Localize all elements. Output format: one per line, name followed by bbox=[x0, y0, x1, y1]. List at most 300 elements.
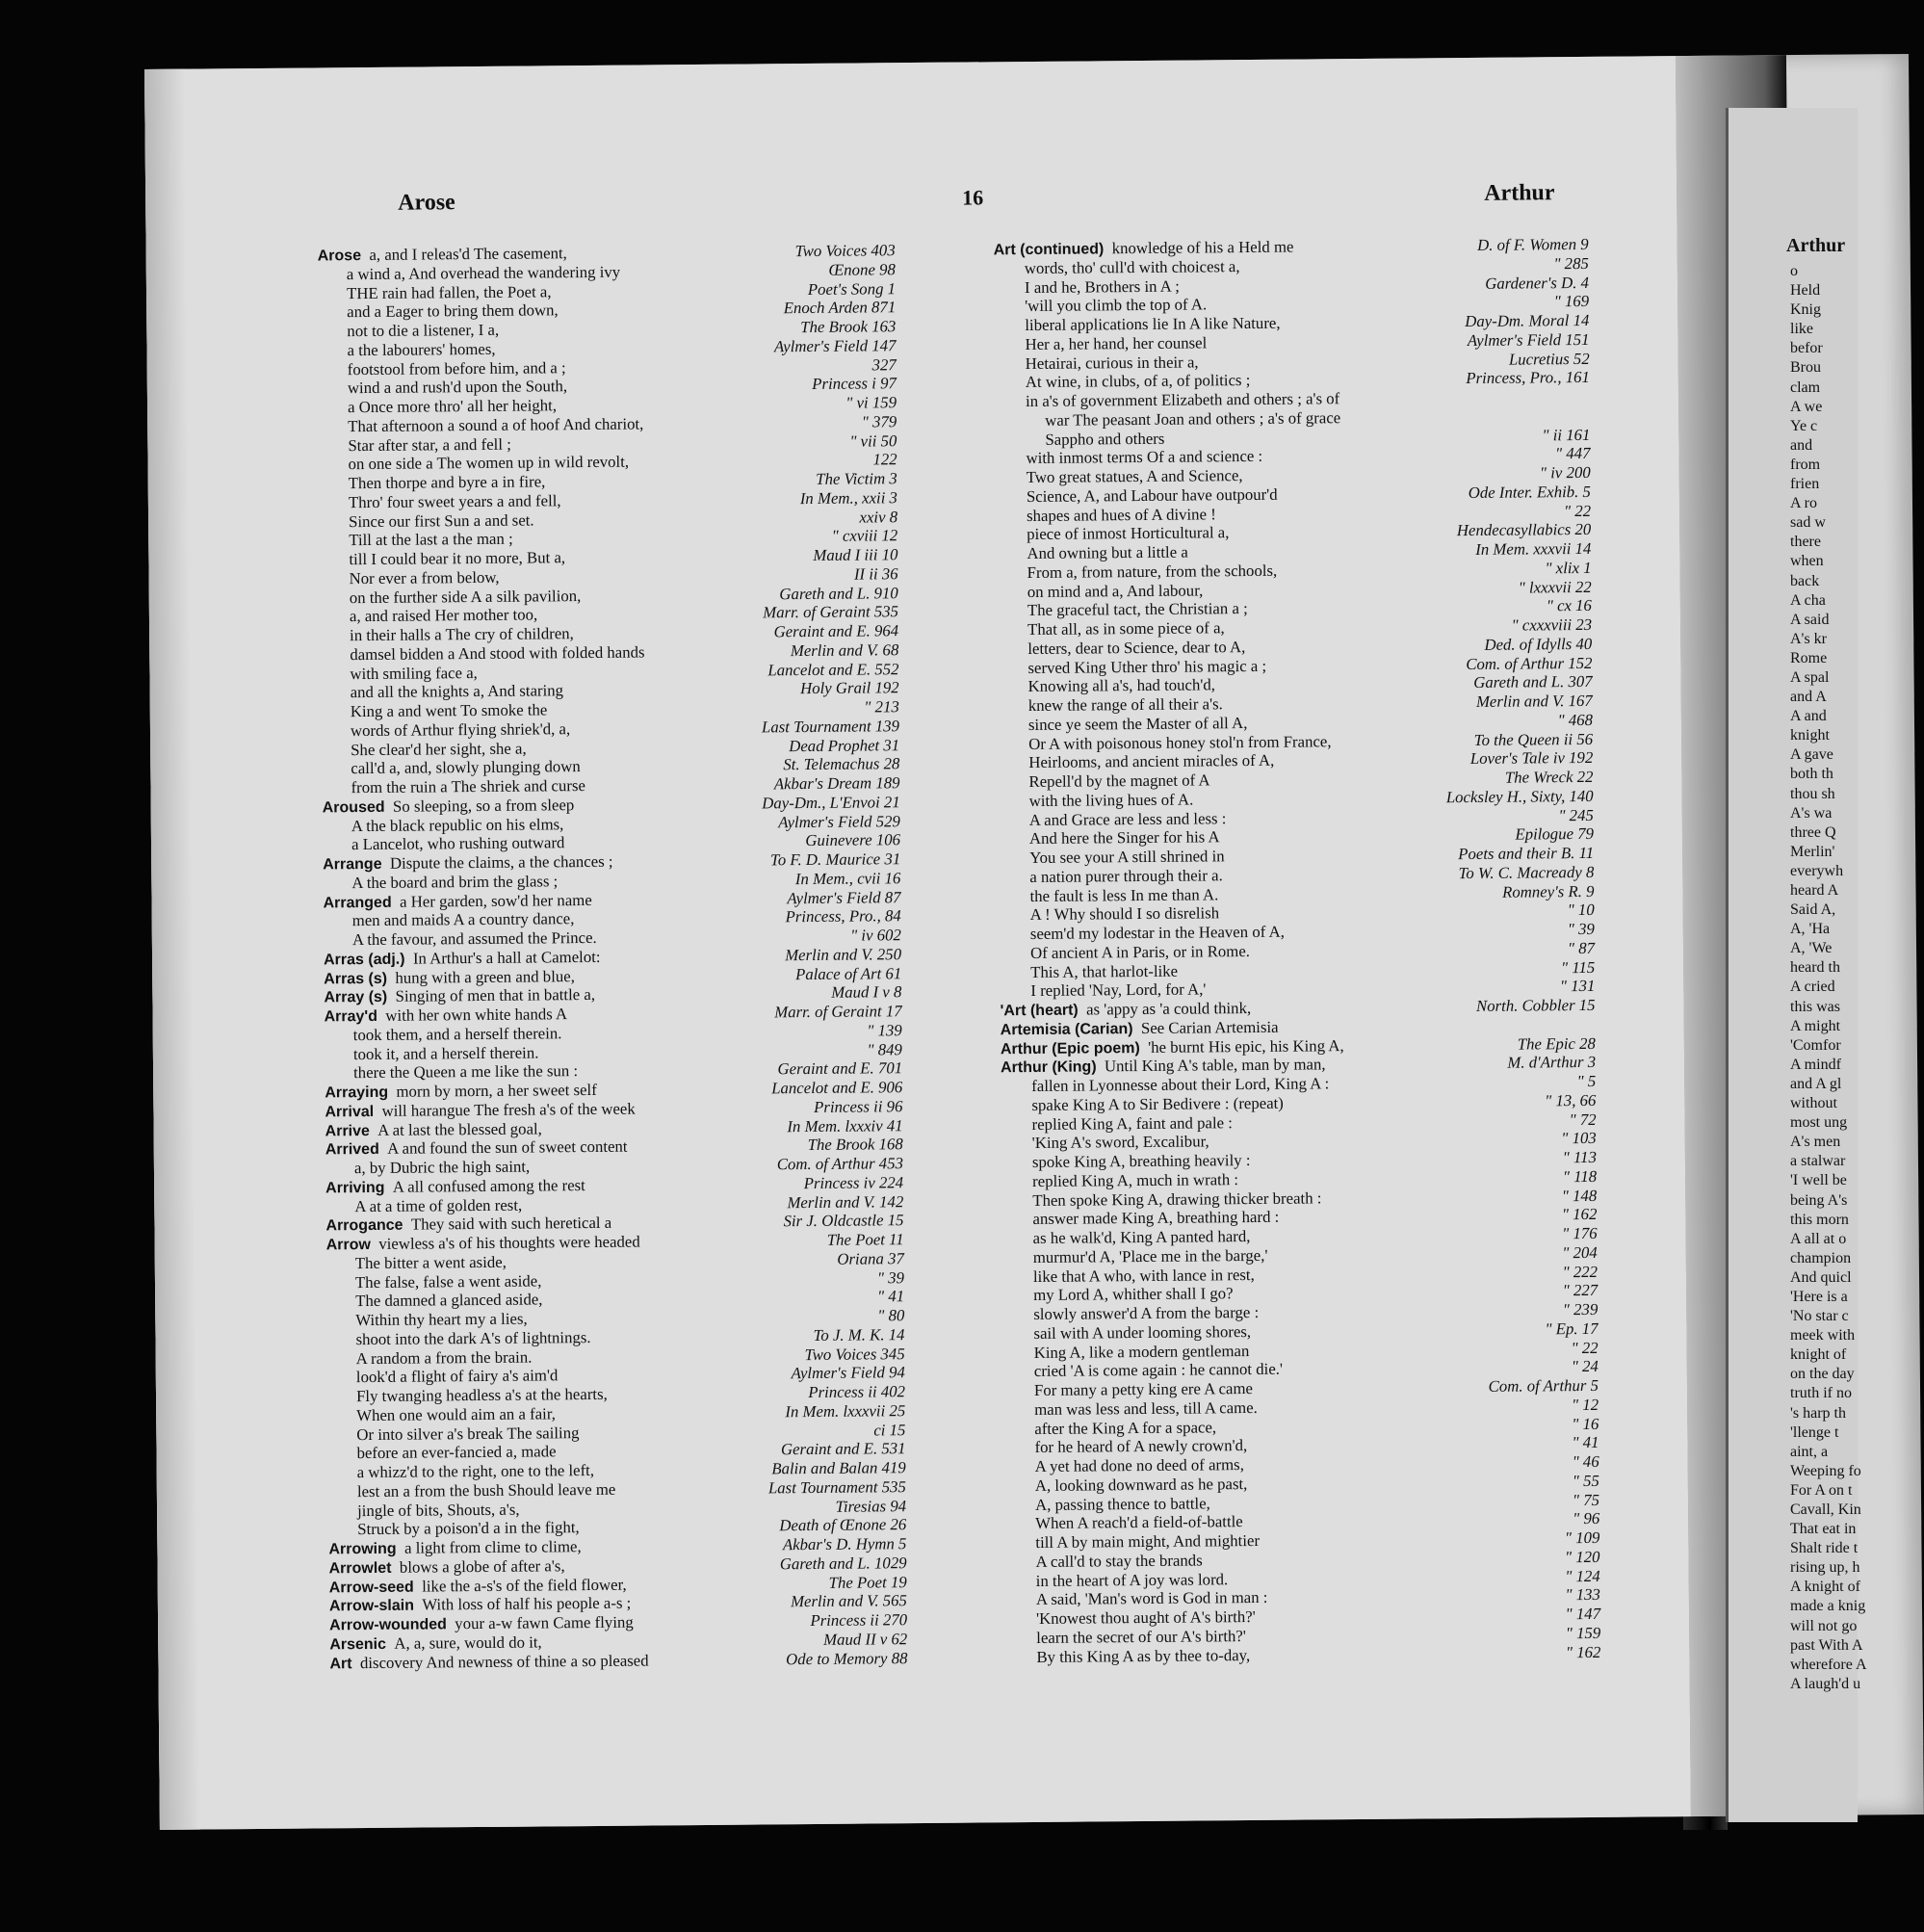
source-reference: II ii 36 bbox=[853, 563, 898, 584]
source-reference: Aylmer's Field 87 bbox=[787, 887, 901, 907]
next-page-line: 's harp th bbox=[1790, 1404, 1846, 1422]
next-page-line: A knight of bbox=[1790, 1579, 1860, 1596]
next-page-line: both th bbox=[1790, 766, 1833, 783]
quotation: in their halls a The cry of children, bbox=[350, 624, 574, 645]
source-reference: To the Queen ii 56 bbox=[1473, 729, 1594, 749]
source-reference: Com. of Arthur 453 bbox=[776, 1154, 904, 1174]
next-page-line: truth if no bbox=[1790, 1385, 1852, 1402]
quotation: When A reach'd a field-of-battle bbox=[1035, 1512, 1243, 1533]
headword: Arrival bbox=[325, 1103, 375, 1121]
source-reference: The Poet 19 bbox=[828, 1572, 907, 1592]
quotation: took them, and a herself therein. bbox=[352, 1024, 562, 1044]
source-reference: " 5 bbox=[1576, 1071, 1597, 1091]
quotation: as he walk'd, King A panted hard, bbox=[1032, 1227, 1251, 1247]
next-page-line: will not go bbox=[1790, 1617, 1858, 1634]
source-reference: " 46 bbox=[1572, 1451, 1599, 1472]
headword: Arrow bbox=[325, 1236, 371, 1254]
quotation: That afternoon a sound a of hoof And chariot, bbox=[348, 414, 644, 435]
source-reference: " 118 bbox=[1562, 1166, 1598, 1186]
quotation: and all the knights a, And staring bbox=[350, 681, 564, 702]
quotation: as 'appy as 'a could think, bbox=[1086, 999, 1252, 1019]
source-reference: Death of Œnone 26 bbox=[779, 1515, 907, 1535]
source-reference: Day-Dm. Moral 14 bbox=[1465, 310, 1590, 331]
quotation: replied King A, much in wrath : bbox=[1032, 1169, 1239, 1190]
source-reference: Guinevere 106 bbox=[805, 830, 901, 850]
quotation: They said with such heretical a bbox=[410, 1214, 612, 1234]
source-reference: " 115 bbox=[1560, 957, 1596, 977]
source-reference: " 133 bbox=[1565, 1585, 1600, 1605]
quotation: after the King A for a space, bbox=[1034, 1417, 1217, 1438]
source-reference: Princess i 97 bbox=[812, 374, 897, 394]
running-head-left: Arose bbox=[398, 190, 455, 216]
quotation: Thro' four sweet years a and fell, bbox=[348, 490, 561, 511]
next-page-line: A's wa bbox=[1790, 804, 1833, 822]
source-reference: In Mem. xxxvii 14 bbox=[1475, 538, 1592, 559]
source-reference: Merlin and V. 142 bbox=[787, 1191, 904, 1212]
next-page-line: A might bbox=[1790, 1017, 1841, 1034]
next-page-line: Held bbox=[1790, 282, 1821, 300]
quotation: A, passing thence to battle, bbox=[1034, 1493, 1210, 1514]
quotation: In Arthur's a hall at Camelot: bbox=[412, 947, 601, 968]
source-reference: Geraint and E. 964 bbox=[773, 621, 899, 641]
quotation: By this King A as by thee to-day, bbox=[1036, 1645, 1251, 1666]
next-page-line: A cried bbox=[1790, 979, 1835, 996]
source-reference: Lucretius 52 bbox=[1508, 349, 1590, 369]
source-reference: Enoch Arden 871 bbox=[783, 298, 897, 318]
quotation: learn the secret of our A's birth?' bbox=[1036, 1626, 1246, 1647]
source-reference: " 87 bbox=[1567, 938, 1596, 957]
quotation: Until King A's table, man by man, bbox=[1104, 1055, 1326, 1076]
headword: Arrowlet bbox=[328, 1559, 392, 1578]
quotation: And owning but a little a bbox=[1027, 542, 1188, 563]
quotation: liberal applications lie In A like Nature, bbox=[1025, 313, 1281, 335]
source-reference: " 148 bbox=[1561, 1186, 1598, 1205]
source-reference: " 124 bbox=[1565, 1566, 1600, 1585]
source-reference: " 39 bbox=[876, 1267, 905, 1287]
source-reference: Epilogue 79 bbox=[1515, 824, 1595, 844]
source-reference: In Mem. lxxxiv 41 bbox=[787, 1115, 903, 1136]
source-reference: " 80 bbox=[877, 1306, 905, 1325]
quotation: So sleeping, so a from sleep bbox=[392, 795, 575, 816]
quotation: knowledge of his a Held me bbox=[1111, 237, 1294, 258]
source-reference: " 447 bbox=[1555, 444, 1591, 463]
headword: Array'd bbox=[324, 1007, 378, 1026]
quotation: From a, from nature, from the schools, bbox=[1027, 561, 1278, 582]
quotation: war The peasant Joan and others ; a's of grace bbox=[1045, 407, 1341, 430]
source-reference: North. Cobbler 15 bbox=[1475, 995, 1596, 1015]
source-reference: Princess, Pro., 84 bbox=[785, 906, 901, 927]
quotation: A and found the sun of sweet content bbox=[387, 1136, 628, 1159]
quotation: served King Uther thro' his magic a ; bbox=[1027, 656, 1267, 677]
next-page-line: there bbox=[1790, 534, 1821, 551]
headword: Arrive bbox=[325, 1122, 370, 1139]
source-reference: Princess ii 96 bbox=[814, 1096, 903, 1116]
quotation: seem'd my lodestar in the Heaven of A, bbox=[1029, 922, 1285, 944]
next-page-line: o bbox=[1790, 263, 1798, 279]
headword: Arriving bbox=[325, 1179, 385, 1197]
source-reference: Ode to Memory 88 bbox=[786, 1648, 908, 1668]
source-reference: " 227 bbox=[1562, 1281, 1599, 1300]
quotation: A, a, sure, would do it, bbox=[394, 1632, 542, 1653]
next-page-line: frien bbox=[1790, 476, 1820, 493]
quotation: murmur'd A, 'Place me in the barge,' bbox=[1032, 1245, 1268, 1266]
quotation: a nation purer through their a. bbox=[1029, 866, 1223, 886]
quotation: Heirlooms, and ancient miracles of A, bbox=[1028, 751, 1275, 772]
headword: Arras (adj.) bbox=[324, 951, 405, 969]
next-page-line: meek with bbox=[1790, 1327, 1856, 1345]
quotation: Or A with poisonous honey stol'n from France, bbox=[1028, 731, 1332, 753]
headword: Arrange bbox=[323, 855, 382, 874]
quotation: Since our first Sun a and set. bbox=[349, 509, 534, 531]
next-page-line: this was bbox=[1790, 998, 1840, 1015]
quotation: cried 'A is come again : he cannot die.' bbox=[1033, 1359, 1284, 1381]
quotation: That all, as in some piece of a, bbox=[1027, 618, 1225, 640]
source-reference: Aylmer's Field 151 bbox=[1467, 329, 1590, 350]
quotation: a, and I releas'd The casement, bbox=[369, 244, 567, 264]
quotation: in the heart of A joy was lord. bbox=[1035, 1569, 1229, 1590]
headword: Arras (s) bbox=[324, 970, 388, 987]
source-reference: " 162 bbox=[1565, 1642, 1601, 1661]
source-reference: " 72 bbox=[1569, 1110, 1597, 1129]
source-reference: " 159 bbox=[1565, 1623, 1601, 1642]
source-reference: Lancelot and E. 906 bbox=[771, 1078, 903, 1098]
quotation: discovery And newness of thine a so pleased bbox=[359, 1650, 649, 1672]
next-page-line: most ung bbox=[1790, 1114, 1848, 1132]
quotation: before an ever-fancied a, made bbox=[356, 1442, 557, 1463]
quotation: You see your A still shrined in bbox=[1029, 847, 1225, 868]
next-page-line: without bbox=[1790, 1095, 1837, 1112]
next-page-line: And quicl bbox=[1790, 1268, 1852, 1286]
headword: Arthur (Epic poem) bbox=[1000, 1039, 1140, 1057]
quotation: not to die a listener, I a, bbox=[347, 320, 500, 341]
source-reference: " lxxxvii 22 bbox=[1518, 577, 1592, 597]
next-page-line: Cavall, Kin bbox=[1790, 1501, 1861, 1518]
source-reference: Marr. of Geraint 535 bbox=[763, 602, 899, 622]
quotation: there the Queen a me like the sun : bbox=[353, 1061, 579, 1083]
quotation: and a Eager to bring them down, bbox=[347, 300, 559, 322]
quotation: man was less and less, till A came. bbox=[1034, 1397, 1258, 1419]
source-reference: " 24 bbox=[1571, 1357, 1599, 1376]
next-page-line: back bbox=[1790, 572, 1820, 589]
quotation: Star after star, a and fell ; bbox=[348, 434, 511, 455]
next-page-line: a stalwar bbox=[1790, 1153, 1846, 1170]
source-reference: " 176 bbox=[1562, 1223, 1598, 1243]
quotation: with her own white hands A bbox=[385, 1005, 568, 1025]
quotation: knew the range of all their a's. bbox=[1027, 694, 1223, 716]
source-reference: " 162 bbox=[1561, 1205, 1598, 1224]
source-reference: Poets and their B. 11 bbox=[1458, 843, 1595, 864]
quotation: The damned a glanced aside, bbox=[355, 1290, 543, 1311]
next-page-line: champion bbox=[1790, 1249, 1852, 1266]
quotation: A call'd to stay the brands bbox=[1035, 1551, 1203, 1571]
next-page-line: A mindf bbox=[1790, 1056, 1841, 1073]
quotation: words, tho' cull'd with choicest a, bbox=[1024, 256, 1240, 277]
headword: Arthur (King) bbox=[1001, 1058, 1097, 1077]
headword: Artemisia (Carian) bbox=[1000, 1020, 1133, 1039]
quotation: The false, false a went aside, bbox=[354, 1270, 542, 1292]
quotation: Till at the last a the man ; bbox=[349, 529, 513, 550]
quotation: Her a, her hand, her counsel bbox=[1025, 333, 1208, 353]
quotation: A, looking downward as he past, bbox=[1034, 1474, 1248, 1495]
quotation: At wine, in clubs, of a, of politics ; bbox=[1025, 371, 1251, 392]
quotation: damsel bidden a And stood with folded hands bbox=[350, 642, 645, 664]
source-reference: " 204 bbox=[1562, 1242, 1598, 1262]
next-page-line: like bbox=[1790, 321, 1813, 338]
quotation: A all confused among the rest bbox=[392, 1175, 585, 1196]
next-page-line: For A on t bbox=[1790, 1481, 1853, 1499]
next-page-line: on the day bbox=[1790, 1366, 1855, 1383]
quotation: a Once more thro' all her height, bbox=[347, 396, 558, 417]
quotation: shapes and hues of A divine ! bbox=[1026, 504, 1216, 525]
running-head-right: Arthur bbox=[1484, 180, 1555, 206]
source-reference: " 169 bbox=[1553, 292, 1590, 311]
source-reference: " 222 bbox=[1562, 1262, 1599, 1281]
source-reference: Gareth and L. 910 bbox=[779, 583, 898, 603]
next-page-line: A we bbox=[1790, 398, 1823, 415]
quotation: Hetairai, curious in their a, bbox=[1025, 352, 1199, 373]
quotation: Repell'd by the magnet of A bbox=[1028, 770, 1210, 792]
quotation: Two great statues, A and Science, bbox=[1026, 466, 1243, 487]
source-reference: Akbar's Dream 189 bbox=[773, 773, 900, 794]
quotation: with the living hues of A. bbox=[1028, 790, 1194, 810]
source-reference: Lover's Tale iv 192 bbox=[1469, 748, 1594, 769]
quotation: She clear'd her sight, she a, bbox=[351, 739, 527, 759]
source-reference: To W. C. Macready 8 bbox=[1458, 862, 1595, 882]
source-reference: " Ep. 17 bbox=[1545, 1318, 1599, 1339]
source-reference: " 55 bbox=[1572, 1471, 1599, 1490]
next-page-line: Brou bbox=[1790, 359, 1821, 377]
next-page-line: being A's bbox=[1790, 1191, 1848, 1209]
source-reference: " cxxxviii 23 bbox=[1511, 614, 1593, 635]
source-reference: Poet's Song 1 bbox=[807, 278, 897, 299]
headword: Arose bbox=[317, 248, 362, 265]
quotation: took it, and a herself therein. bbox=[352, 1042, 539, 1063]
next-page-line: rising up, h bbox=[1790, 1559, 1860, 1577]
quotation: I replied 'Nay, Lord, for A,' bbox=[1030, 979, 1207, 1001]
next-page-line: befor bbox=[1790, 340, 1823, 357]
quotation: your a-w fawn Came flying bbox=[455, 1612, 634, 1633]
quotation: Singing of men that in battle a, bbox=[395, 985, 596, 1006]
source-reference: " 96 bbox=[1573, 1509, 1600, 1528]
quotation: Within thy heart my a lies, bbox=[355, 1309, 528, 1330]
quotation: The graceful tact, the Christian a ; bbox=[1027, 599, 1248, 620]
source-reference: " 379 bbox=[861, 411, 897, 431]
source-reference: " 245 bbox=[1558, 805, 1594, 824]
quotation: like the a-s's of the field flower, bbox=[422, 1575, 627, 1596]
source-reference: " 849 bbox=[867, 1039, 902, 1058]
headword: Arrived bbox=[325, 1141, 379, 1159]
quotation: a Lancelot, who rushing outward bbox=[351, 833, 565, 854]
source-reference: M. d'Arthur 3 bbox=[1507, 1053, 1597, 1072]
source-reference: Geraint and E. 531 bbox=[780, 1439, 906, 1459]
source-reference: " vi 159 bbox=[845, 393, 897, 412]
source-reference: Aylmer's Field 94 bbox=[791, 1363, 905, 1383]
quotation: will harangue The fresh a's of the week bbox=[381, 1099, 636, 1120]
quotation: 'King A's sword, Excalibur, bbox=[1031, 1132, 1209, 1153]
quotation: THE rain had fallen, the Poet a, bbox=[346, 281, 552, 302]
source-reference: Marr. of Geraint 17 bbox=[774, 1002, 902, 1022]
next-page-line: everywh bbox=[1790, 862, 1844, 879]
source-reference: " 75 bbox=[1572, 1490, 1600, 1509]
quotation: King A, like a modern gentleman bbox=[1033, 1341, 1250, 1362]
source-reference: Maud I v 8 bbox=[831, 982, 902, 1003]
quotation: A and Grace are less and less : bbox=[1028, 808, 1227, 829]
source-reference: Dead Prophet 31 bbox=[789, 735, 900, 755]
source-reference: 327 bbox=[871, 354, 897, 374]
source-reference: " 103 bbox=[1561, 1129, 1597, 1148]
quotation: With loss of half his people a-s ; bbox=[422, 1593, 632, 1614]
quotation: The bitter a went aside, bbox=[354, 1252, 507, 1272]
next-page-line: A ro bbox=[1790, 495, 1817, 512]
next-page-lines bbox=[1790, 262, 1867, 1694]
headword: Art (continued) bbox=[993, 241, 1105, 259]
next-page-line: 'Comfor bbox=[1790, 1036, 1841, 1054]
source-reference: Romney's R. 9 bbox=[1502, 881, 1595, 901]
quotation: a whizz'd to the right, one to the left, bbox=[356, 1460, 595, 1482]
source-reference: Holy Grail 192 bbox=[799, 678, 899, 698]
source-reference: " cxviii 12 bbox=[831, 526, 898, 546]
source-reference: Merlin and V. 167 bbox=[1475, 691, 1593, 711]
quotation: shoot into the dark A's of lightnings. bbox=[355, 1327, 591, 1348]
quotation: a, by Dubric the high saint, bbox=[353, 1157, 531, 1178]
next-page-line: and A gl bbox=[1790, 1075, 1842, 1092]
source-reference: " 131 bbox=[1559, 977, 1596, 996]
source-reference: " ii 161 bbox=[1542, 425, 1591, 444]
quotation: Of ancient A in Paris, or in Rome. bbox=[1029, 941, 1251, 962]
source-reference: Ded. of Idylls 40 bbox=[1484, 634, 1593, 654]
source-reference: " cx 16 bbox=[1546, 596, 1592, 615]
headword: Arrogance bbox=[325, 1216, 403, 1235]
source-reference: " 139 bbox=[867, 1020, 902, 1040]
next-page-line: Shalt ride t bbox=[1790, 1540, 1859, 1557]
quotation: A at a time of golden rest, bbox=[354, 1195, 523, 1215]
next-page-line: Knig bbox=[1790, 301, 1821, 319]
next-page-line: A said bbox=[1790, 611, 1830, 628]
source-reference: Last Tournament 139 bbox=[761, 716, 900, 737]
next-page-head: Arthur bbox=[1786, 235, 1846, 256]
right-column bbox=[994, 235, 1601, 1667]
headword: Aroused bbox=[322, 798, 385, 817]
quotation: piece of inmost Horticultural a, bbox=[1027, 523, 1230, 544]
quotation: A the favour, and assumed the Prince. bbox=[351, 927, 597, 950]
next-page-line: and A bbox=[1790, 689, 1827, 706]
next-page-line: A, 'We bbox=[1790, 940, 1833, 957]
source-reference: Oriana 37 bbox=[837, 1248, 904, 1268]
source-reference: Geraint and E. 701 bbox=[777, 1058, 903, 1079]
headword: Array (s) bbox=[324, 989, 388, 1006]
quotation: See Carian Artemisia bbox=[1140, 1017, 1279, 1037]
source-reference: Princess ii 402 bbox=[808, 1382, 906, 1402]
next-page-line: Weeping fo bbox=[1790, 1462, 1861, 1479]
source-reference: Merlin and V. 565 bbox=[790, 1591, 907, 1611]
quotation: Fly twanging headless a's at the hearts, bbox=[355, 1384, 608, 1406]
next-page-line: Ye c bbox=[1790, 417, 1818, 434]
source-reference: Merlin and V. 68 bbox=[790, 640, 899, 660]
quotation: A the board and brim the glass ; bbox=[351, 872, 559, 892]
quotation: a, and raised Her mother too, bbox=[349, 605, 538, 626]
source-reference: ci 15 bbox=[873, 1420, 906, 1439]
quotation: spake King A to Sir Bedivere : (repeat) bbox=[1031, 1093, 1284, 1114]
source-reference: Merlin and V. 250 bbox=[785, 944, 902, 964]
source-reference: In Mem., cvii 16 bbox=[794, 868, 901, 888]
source-reference: Gareth and L. 307 bbox=[1473, 672, 1593, 692]
next-page-line: A gave bbox=[1790, 746, 1833, 764]
quotation: Dispute the claims, a the chances ; bbox=[389, 851, 613, 873]
quotation: my Lord A, whither shall I go? bbox=[1033, 1284, 1234, 1305]
source-reference: In Mem. lxxxvii 25 bbox=[785, 1400, 906, 1421]
source-reference: Œnone 98 bbox=[828, 259, 896, 279]
source-reference: Gardener's D. 4 bbox=[1485, 273, 1590, 293]
next-page-line: heard th bbox=[1790, 959, 1840, 977]
headword: Arrow-slain bbox=[328, 1597, 415, 1615]
source-reference: Balin and Balan 419 bbox=[771, 1458, 906, 1478]
source-reference: Princess iv 224 bbox=[803, 1172, 904, 1192]
source-reference: Lancelot and E. 552 bbox=[767, 659, 899, 679]
headword: 'Art (heart) bbox=[1000, 1002, 1079, 1020]
next-page-line: past With A bbox=[1790, 1636, 1863, 1654]
quotation: a wind a, And overhead the wandering ivy bbox=[346, 262, 621, 283]
next-page-line: from bbox=[1790, 456, 1821, 473]
quotation: A yet had done no deed of arms, bbox=[1034, 1455, 1244, 1475]
quotation: This A, that harlot-like bbox=[1030, 961, 1179, 981]
next-page-line: A all at o bbox=[1790, 1230, 1847, 1247]
quotation: hung with a green and blue, bbox=[395, 966, 575, 987]
quotation: King a and went To smoke the bbox=[350, 700, 548, 721]
source-reference: Two Voices 403 bbox=[794, 241, 896, 261]
quotation: jingle of bits, Shouts, a's, bbox=[356, 1500, 520, 1520]
next-page-line: clam bbox=[1790, 379, 1821, 396]
source-reference: Tiresias 94 bbox=[835, 1496, 907, 1516]
next-page-line: A cha bbox=[1790, 591, 1826, 609]
source-reference: " iv 602 bbox=[850, 926, 901, 945]
next-page-line: Rome bbox=[1790, 649, 1828, 666]
quotation: A the black republic on his elms, bbox=[351, 814, 564, 835]
quotation: look'd a flight of fairy a's aim'd bbox=[355, 1366, 559, 1387]
source-reference: xxiv 8 bbox=[859, 507, 898, 527]
quotation: for he heard of A newly crown'd, bbox=[1034, 1436, 1248, 1457]
next-page-line: three Q bbox=[1790, 823, 1836, 841]
quotation: on mind and a, And labour, bbox=[1027, 580, 1204, 601]
next-page-line: That eat in bbox=[1790, 1521, 1857, 1538]
next-page-line: when bbox=[1790, 553, 1824, 570]
next-page-line: 'Here is a bbox=[1790, 1288, 1848, 1305]
quotation: viewless a's of his thoughts were headed bbox=[378, 1232, 640, 1253]
source-reference: Maud II v 62 bbox=[823, 1629, 908, 1649]
quotation: And here the Singer for his A bbox=[1028, 827, 1220, 849]
dictionary-page bbox=[144, 54, 1924, 1830]
source-reference: Day-Dm., L'Envoi 21 bbox=[762, 792, 900, 813]
headword: Arrowing bbox=[328, 1540, 397, 1558]
source-reference: D. of F. Women 9 bbox=[1476, 234, 1589, 254]
source-reference: Gareth and L. 1029 bbox=[779, 1553, 907, 1574]
quotation: When one would aim an a fair, bbox=[356, 1404, 556, 1424]
headword: Arranged bbox=[323, 894, 392, 911]
source-reference: " 41 bbox=[877, 1287, 905, 1306]
quotation: I and he, Brothers in A ; bbox=[1024, 276, 1180, 297]
quotation: footstool from before him, and a ; bbox=[347, 357, 566, 379]
next-page-line: thou sh bbox=[1790, 785, 1835, 802]
quotation: For many a petty king ere A came bbox=[1033, 1379, 1254, 1399]
source-reference: " 109 bbox=[1564, 1527, 1600, 1548]
quotation: blows a globe of after a's, bbox=[399, 1555, 565, 1577]
page-number: 16 bbox=[962, 185, 984, 210]
quotation: a Her garden, sow'd her name bbox=[399, 890, 592, 911]
source-reference: Palace of Art 61 bbox=[794, 963, 902, 983]
quotation: Then spoke King A, drawing thicker breath : bbox=[1032, 1188, 1322, 1210]
quotation: since ye seem the Master of all A, bbox=[1027, 713, 1248, 734]
next-page-line: 'I well be bbox=[1790, 1172, 1847, 1189]
source-reference: Aylmer's Field 147 bbox=[773, 335, 897, 356]
